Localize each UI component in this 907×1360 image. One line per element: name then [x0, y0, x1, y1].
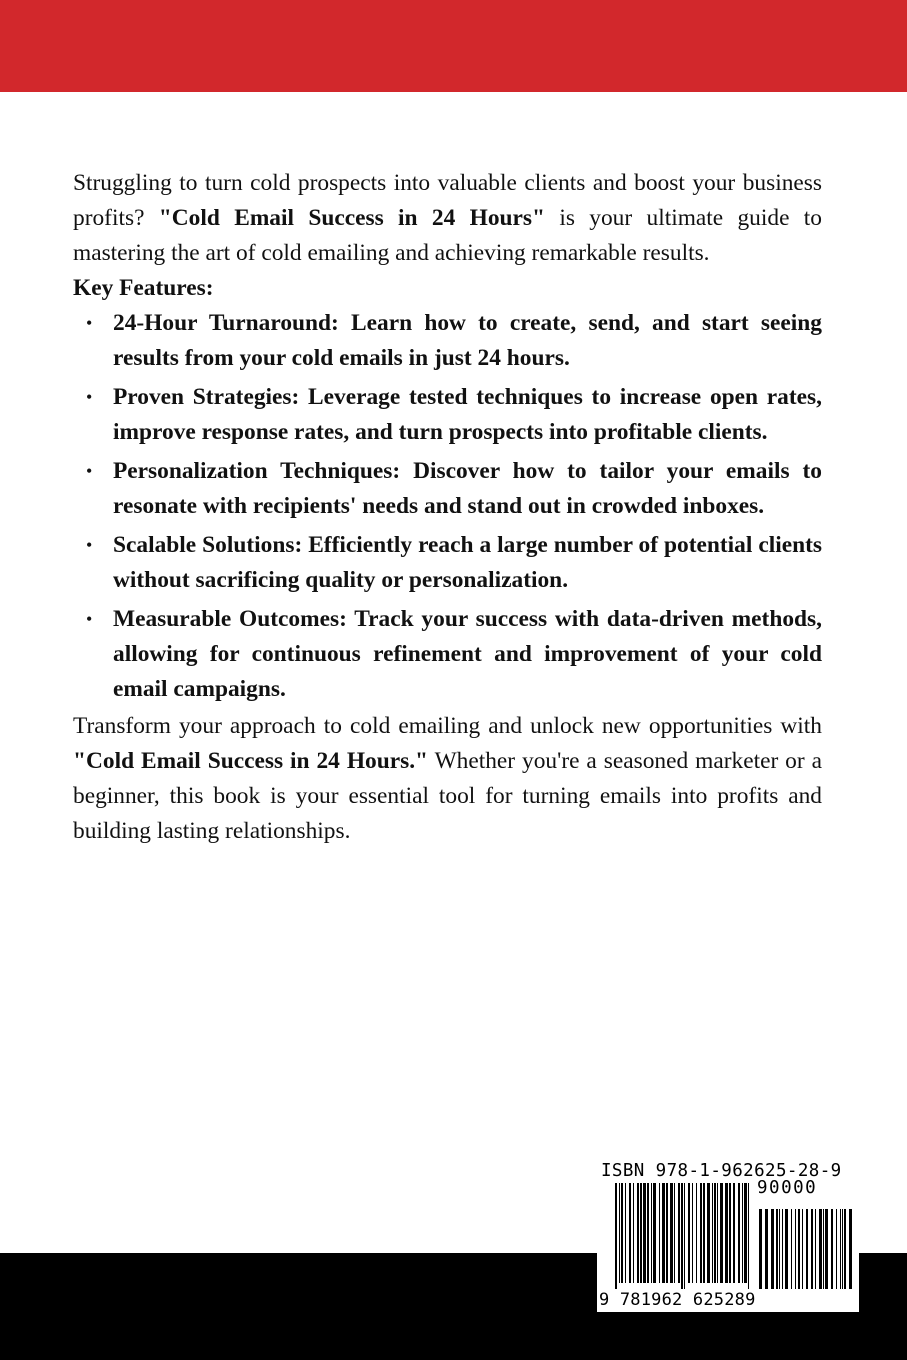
feature-text: Measurable Outcomes: Track your success with data-driven methods, allowing for continuous refinement and improvement of your cold email campaigns.	[113, 606, 822, 702]
feature-list	[73, 306, 822, 707]
barcode-bars-icon	[597, 1183, 859, 1293]
feature-item	[73, 602, 822, 707]
feature-text: Proven Strategies: Leverage tested techniques to increase open rates, improve response rates, and turn prospects into profitable clients.	[113, 384, 822, 445]
feature-text: Scalable Solutions: Efficiently reach a large number of potential clients without sacrificing quality or personalization.	[113, 532, 822, 593]
isbn-label: ISBN 978-1-962625-28-9	[601, 1161, 842, 1181]
feature-item	[73, 306, 822, 376]
intro-book-title: "Cold Email Success in 24 Hours"	[158, 205, 545, 231]
feature-item	[73, 380, 822, 450]
intro-paragraph	[73, 166, 822, 271]
intro-text: Struggling to turn cold prospects into valuable clients and boost your business profits?	[73, 170, 822, 231]
feature-item	[73, 528, 822, 598]
feature-text: 24-Hour Turnaround: Learn how to create, send, and start seeing results from your cold emails in just 24 hours.	[113, 310, 822, 371]
bullet-icon: •	[86, 387, 93, 407]
closing-text: Transform your approach to cold emailing and unlock new opportunities with	[73, 713, 822, 739]
bullet-icon: •	[86, 535, 93, 555]
bullet-icon: •	[86, 609, 93, 629]
top-red-band	[0, 0, 907, 92]
bullet-icon: •	[86, 313, 93, 333]
feature-text: Personalization Techniques: Discover how to tailor your emails to resonate with recipients' needs and stand out in crowded inboxes.	[113, 458, 822, 519]
key-features-heading: Key Features:	[73, 275, 214, 301]
ean-number: 9 781962 625289	[599, 1290, 756, 1310]
addon-number: 90000	[757, 1178, 818, 1198]
isbn-barcode	[597, 1161, 859, 1312]
closing-paragraph	[73, 709, 822, 849]
closing-book-title: "Cold Email Success in 24 Hours."	[73, 748, 429, 774]
closing-text-end: Whether you're a seasoned marketer or a beginner, this book is your essential tool for turning emails into profits and building lasting relationships.	[73, 748, 822, 844]
back-cover-text	[73, 166, 822, 849]
feature-item	[73, 454, 822, 524]
bullet-icon: •	[86, 461, 93, 481]
intro-text-end: is your ultimate guide to mastering the art of cold emailing and achieving remarkable results.	[73, 205, 822, 266]
